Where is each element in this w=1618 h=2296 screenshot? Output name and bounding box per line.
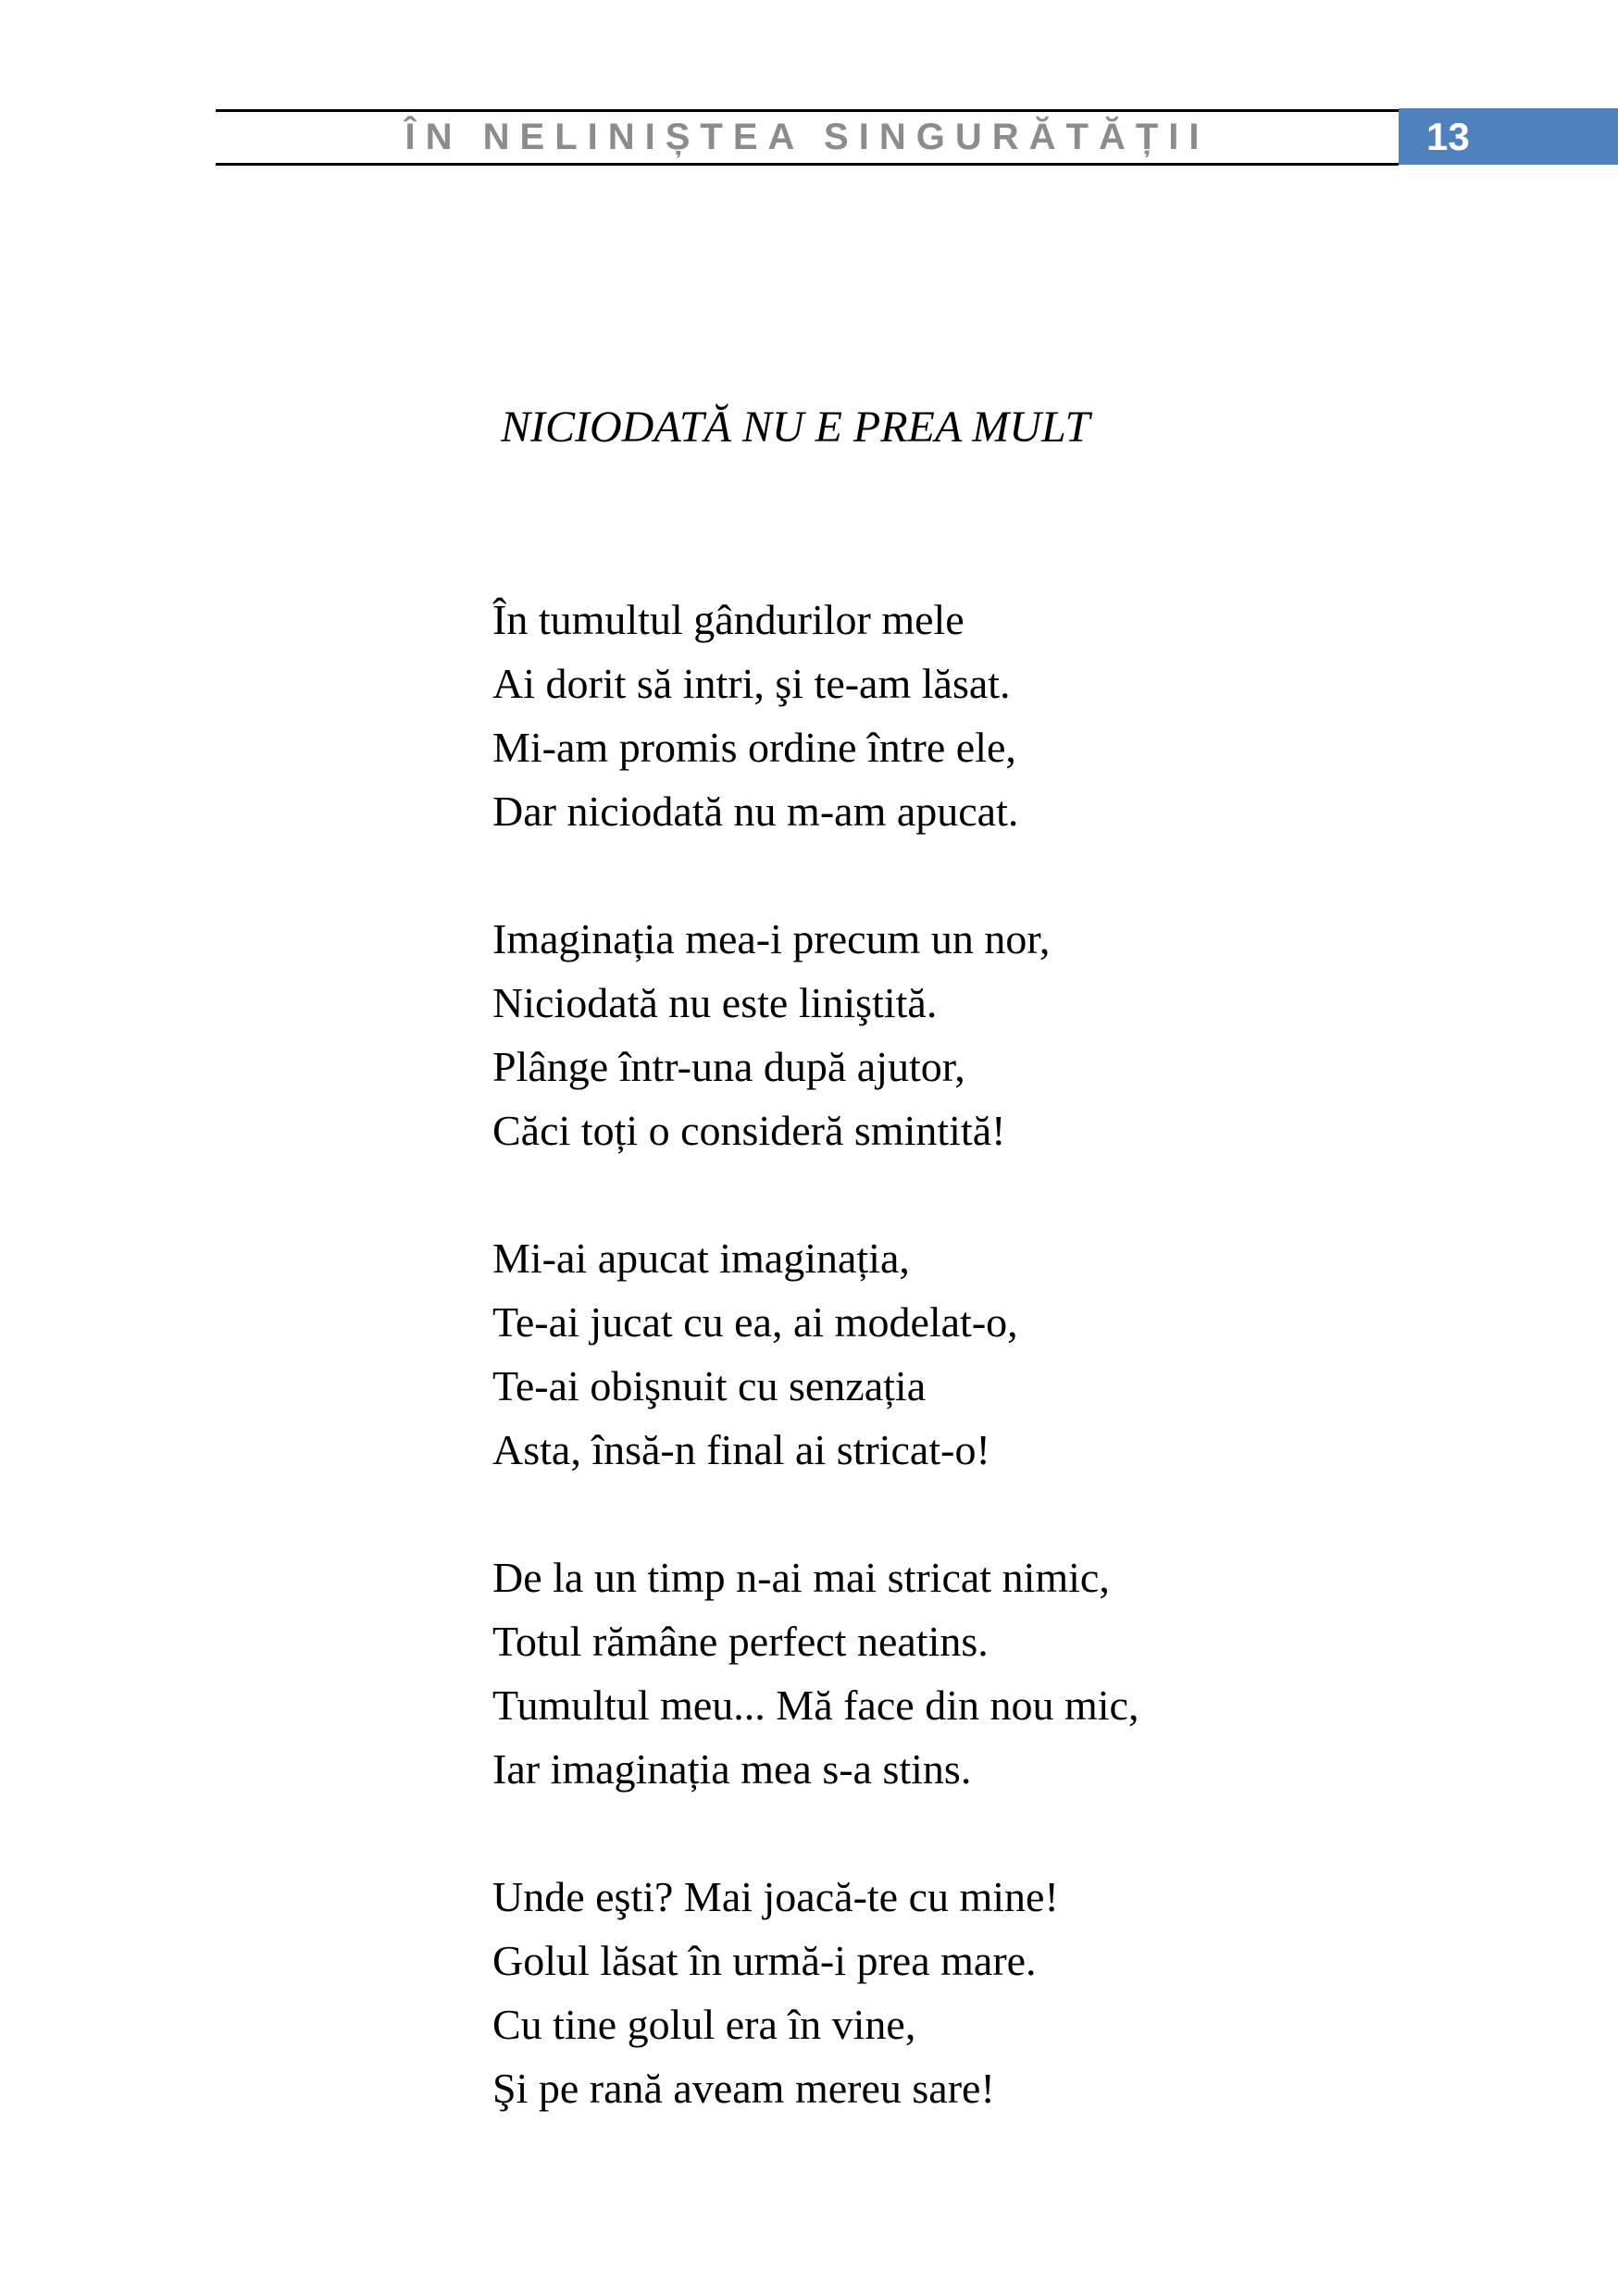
verse: Unde eşti? Mai joacă-te cu mine! bbox=[492, 1873, 1059, 1920]
poem-body bbox=[492, 588, 1139, 2120]
page-number-box bbox=[1399, 108, 1618, 165]
stanza bbox=[492, 1865, 1139, 2120]
verse: De la un timp n-ai mai stricat nimic, bbox=[492, 1554, 1110, 1601]
header-rule-bottom bbox=[216, 163, 1399, 166]
verse: Niciodată nu este liniştită. bbox=[492, 979, 938, 1026]
verse: Iar imaginația mea s-a stins. bbox=[492, 1745, 972, 1793]
verse: Ai dorit să intri, şi te-am lăsat. bbox=[492, 660, 1011, 707]
verse: Şi pe rană aveam mereu sare! bbox=[492, 2065, 995, 2112]
verse: Dar niciodată nu m-am apucat. bbox=[492, 788, 1019, 835]
stanza bbox=[492, 588, 1139, 843]
verse: Mi-ai apucat imaginația, bbox=[492, 1235, 910, 1282]
verse: Totul rămâne perfect neatins. bbox=[492, 1618, 989, 1665]
verse: Te-ai obişnuit cu senzația bbox=[492, 1362, 927, 1409]
verse: Imaginația mea-i precum un nor, bbox=[492, 915, 1051, 962]
verse: Căci toți o consideră smintită! bbox=[492, 1107, 1006, 1154]
stanza bbox=[492, 907, 1139, 1162]
stanza bbox=[492, 1545, 1139, 1801]
verse: Te-ai jucat cu ea, ai modelat-o, bbox=[492, 1298, 1018, 1346]
page-number: 13 bbox=[1426, 115, 1470, 158]
verse: Plânge într-una după ajutor, bbox=[492, 1043, 965, 1090]
verse: Golul lăsat în urmă-i prea mare. bbox=[492, 1937, 1037, 1984]
poem-title: NICIODATĂ NU E PREA MULT bbox=[501, 403, 1090, 452]
verse: Asta, însă-n final ai stricat-o! bbox=[492, 1426, 990, 1473]
running-title: ÎN NELINIȘTEA SINGURĂTĂȚII bbox=[404, 117, 1210, 157]
verse: Cu tine golul era în vine, bbox=[492, 2001, 916, 2048]
verse: În tumultul gândurilor mele bbox=[492, 596, 965, 643]
stanza bbox=[492, 1226, 1139, 1482]
verse: Tumultul meu... Mă face din nou mic, bbox=[492, 1682, 1139, 1729]
verse: Mi-am promis ordine între ele, bbox=[492, 724, 1016, 771]
